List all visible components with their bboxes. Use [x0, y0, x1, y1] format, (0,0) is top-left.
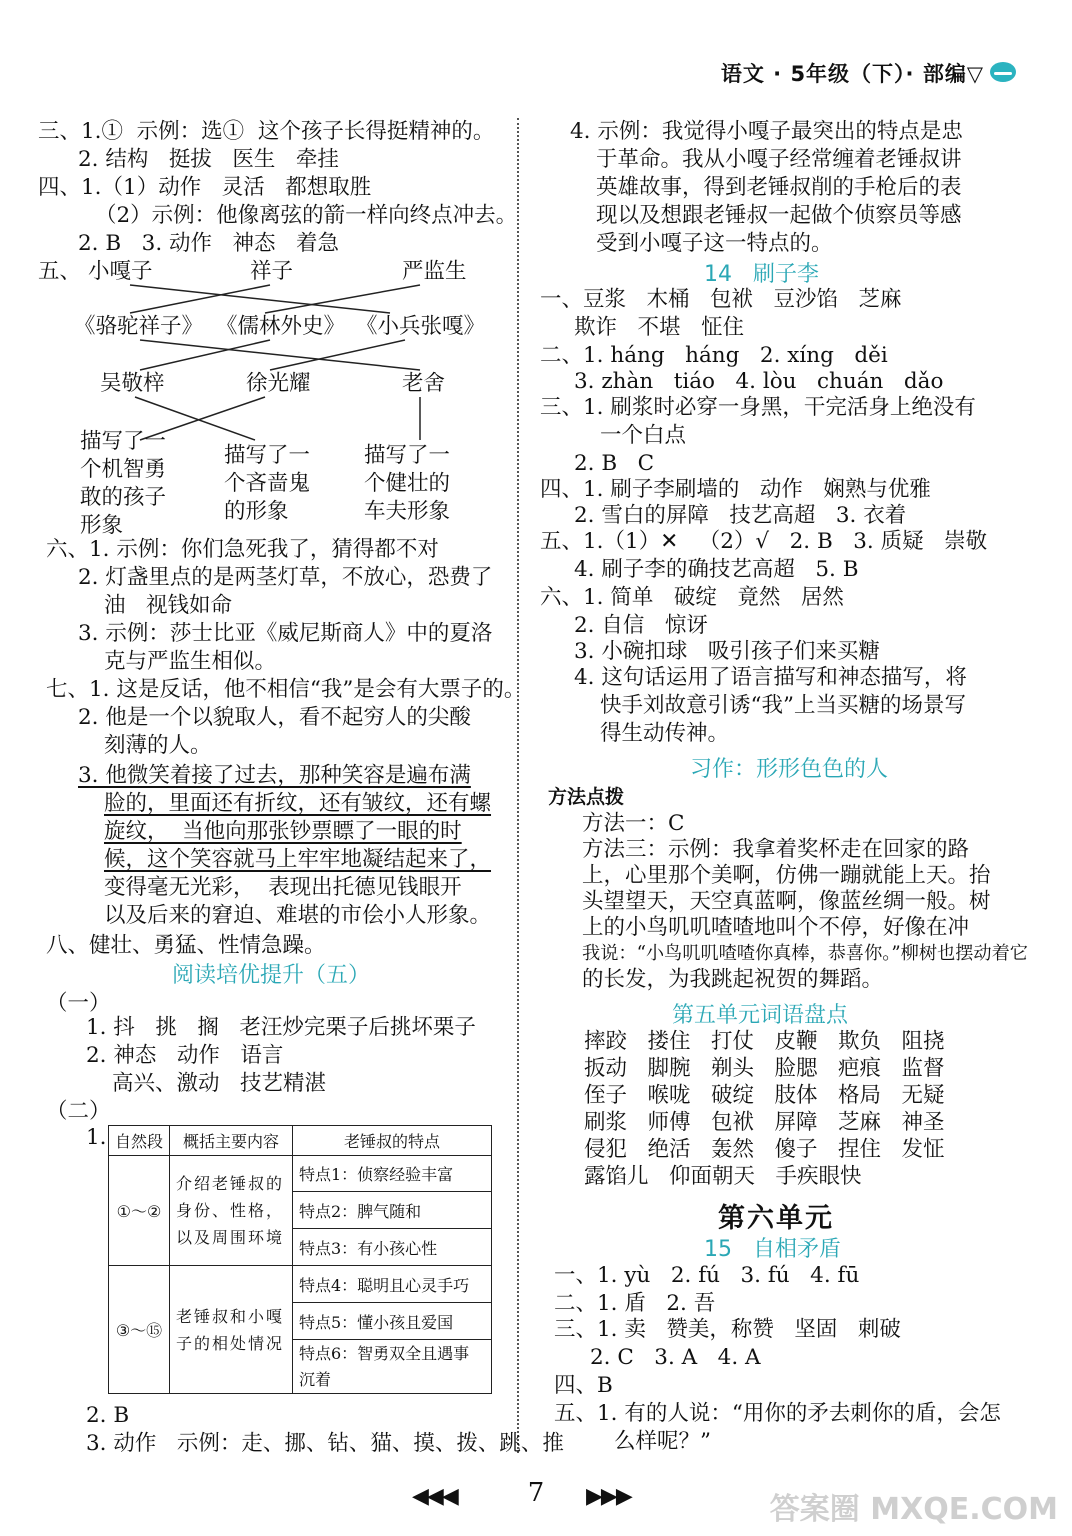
match-author: 老舍	[402, 371, 446, 396]
method-heading: 方法点拨	[548, 786, 625, 808]
answer-line: 于革命。我从小嘎子经常缠着老锤叔讲	[596, 147, 962, 172]
match-prefix: 五、	[38, 259, 82, 284]
answer-line: 五、1.（1）✕ （2）√ 2. B 3. 质疑 崇敬	[540, 529, 988, 554]
header-badge-icon	[990, 62, 1016, 82]
answer-line: 4. 示例：我觉得小嘎子最突出的特点是忠	[570, 119, 963, 144]
answer-line: 八、健壮、勇猛、性情急躁。	[46, 933, 326, 958]
section-title: 14 刷子李	[704, 262, 819, 287]
answer-line: 克与严监生相似。	[104, 649, 277, 674]
table-header: 老锤叔的特点	[293, 1126, 492, 1156]
match-author: 徐光耀	[246, 371, 311, 396]
answer-line: 么样呢？”	[614, 1429, 711, 1454]
table-cell-trait: 特点2：脾气随和	[293, 1192, 492, 1229]
answer-line: 的长发，为我跳起祝贺的舞蹈。	[582, 967, 884, 992]
answer-line: 现以及想跟老锤叔一起做个侦察员等感	[596, 203, 962, 228]
answer-line: 三、1. 卖 赞美，称赞 坚固 刺破	[554, 1317, 901, 1342]
answer-line: 二、1. háng háng 2. xíng děi	[540, 343, 888, 368]
answer-line: 2. 雪白的屏障 技艺高超 3. 衣着	[574, 503, 907, 528]
answer-line: 方法三：示例：我拿着奖杯走在回家的路	[582, 837, 970, 862]
table-cell-para: ①～②	[109, 1156, 170, 1266]
match-character: 小嘎子	[88, 259, 153, 284]
table-cell-trait: 特点3：有小孩心性	[293, 1229, 492, 1266]
answer-line: 我说：“小鸟叽叽喳喳你真棒，恭喜你。”柳树也摆动着它	[582, 943, 1028, 964]
answer-line: 快手刘故意引诱“我”上当买糖的场景写	[600, 693, 966, 718]
answer-line: 六、1. 示例：你们急死我了，猜得都不对	[46, 537, 439, 562]
answer-line: 油 视钱如命	[104, 593, 233, 618]
answer-line: 受到小嘎子这一特点的。	[596, 231, 833, 256]
match-character: 严监生	[402, 259, 467, 284]
answer-line: 4. 这句话运用了语言描写和神态描写，将	[574, 665, 967, 690]
answer-line: 欺诈 不堪 怔住	[574, 315, 745, 340]
table-number: 1.	[86, 1125, 107, 1150]
answer-line: （二）	[46, 1099, 111, 1124]
answer-line: （一）	[46, 991, 111, 1016]
match-lines	[0, 0, 520, 540]
page-number: 7	[527, 1478, 545, 1508]
prev-arrows-icon: ◀◀◀	[412, 1484, 457, 1509]
match-description: 描写了一 个机智勇 敢的孩子 形象	[80, 429, 167, 538]
match-character: 祥子	[250, 259, 294, 284]
match-book: 《小兵张嘎》	[356, 314, 486, 339]
answer-line: 七、1. 这是反话，他不相信“我”是会有大票子的。	[46, 677, 526, 702]
match-description: 描写了一 个吝啬鬼 的形象	[224, 443, 311, 524]
answer-line: 一、豆浆 木桶 包袱 豆沙馅 芝麻	[540, 287, 902, 312]
unit-title: 第六单元	[718, 1203, 834, 1234]
answer-line: 六、1. 简单 破绽 竟然 居然	[540, 585, 844, 610]
answer-line: 三、1. 刷浆时必穿一身黑，干完活身上绝没有	[540, 395, 976, 420]
match-book: 《儒林外史》	[216, 314, 346, 339]
watermark: 答案圈 MXQE.COM	[769, 1492, 1058, 1527]
word-row: 侵犯 绝活 轰然 傻子 捏住 发怔	[584, 1137, 945, 1162]
answer-line: 旋纹， 当他向那张钞票瞟了一眼的时	[104, 819, 462, 844]
answer-line: 上，心里那个美啊，仿佛一蹦就能上天。抬	[582, 863, 991, 888]
answer-line: 3. 他微笑着接了过去，那种笑容是遍布满	[78, 763, 471, 788]
answer-line: 刻薄的人。	[104, 733, 212, 758]
answer-line: 二、1. 盾 2. 吾	[554, 1291, 716, 1316]
header-title: 语文 · 5年级（下）· 部编▽	[720, 62, 984, 86]
answer-line: 3. 动作 示例：走、挪、钻、猫、摸、拨、跳、推	[86, 1431, 564, 1456]
answer-line: 三、1.① 示例：选① 这个孩子长得挺精神的。	[38, 119, 495, 144]
answer-line: 3. 示例：莎士比亚《威尼斯商人》中的夏洛	[78, 621, 493, 646]
word-row: 扳动 脚腕 剃头 脸腮 疤痕 监督	[584, 1056, 945, 1081]
answer-line: 候，这个笑容就马上牢牢地凝结起来了，	[104, 847, 492, 872]
table-cell-summary: 老锤叔和小嘎子的相处情况	[170, 1266, 293, 1394]
answer-line: 以及后来的窘迫、难堪的市侩小人形象。	[104, 903, 492, 928]
table-cell-para: ③～⑮	[109, 1266, 170, 1394]
answer-line: 一、1. yù 2. fú 3. fú 4. fū	[554, 1263, 860, 1288]
table-cell-trait: 特点4：聪明且心灵手巧	[293, 1266, 492, 1303]
answer-line: 四、1.（1）动作 灵活 都想取胜	[38, 175, 372, 200]
answer-line: 2. 他是一个以貌取人，看不起穷人的尖酸	[78, 705, 471, 730]
table-header: 概括主要内容	[170, 1126, 293, 1156]
match-description: 描写了一 个健壮的 车夫形象	[364, 443, 451, 524]
answer-line: 变得毫无光彩， 表现出托德见钱眼开	[104, 875, 462, 900]
answer-line: 3. zhàn tiáo 4. lòu chuán dǎo	[574, 369, 944, 394]
summary-table	[108, 1125, 492, 1394]
table-header: 自然段	[109, 1126, 170, 1156]
section-title: 第五单元词语盘点	[672, 1003, 849, 1028]
table-cell-trait: 特点6：智勇双全且遇事沉着	[293, 1340, 492, 1394]
section-title: 习作：形形色色的人	[690, 757, 889, 782]
answer-line: 上的小鸟叽叽喳喳地叫个不停，好像在冲	[582, 915, 970, 940]
answer-line: 四、1. 刷子李刷墙的 动作 娴熟与优雅	[540, 477, 931, 502]
match-book: 《骆驼祥子》	[74, 314, 204, 339]
match-author: 吴敬梓	[100, 371, 165, 396]
answer-line: 4. 刷子李的确技艺高超 5. B	[574, 557, 859, 582]
word-row: 侄子 喉咙 破绽 肢体 格局 无疑	[584, 1083, 945, 1108]
section-title: 阅读培优提升（五）	[172, 963, 371, 988]
answer-line: 2. B	[86, 1403, 130, 1428]
table-cell-trait: 特点5：懂小孩且爱国	[293, 1303, 492, 1340]
answer-line: 3. 小碗扣球 吸引孩子们来买糖	[574, 639, 880, 664]
word-row: 刷浆 师傅 包袱 屏障 芝麻 神圣	[584, 1110, 945, 1135]
answer-line: 2. B 3. 动作 神态 着急	[78, 231, 340, 256]
answer-line: 2. 结构 挺拔 医生 牵挂	[78, 147, 339, 172]
answer-line: 得生动传神。	[600, 721, 730, 746]
answer-line: 2. C 3. A 4. A	[590, 1345, 761, 1370]
word-row: 摔跤 搂住 打仗 皮鞭 欺负 阻挠	[584, 1029, 945, 1054]
answer-line: （2）示例：他像离弦的箭一样向终点冲去。	[95, 203, 518, 228]
table-cell-trait: 特点1：侦察经验丰富	[293, 1156, 492, 1192]
answer-line: 方法一：C	[582, 811, 685, 836]
table-cell-summary: 介绍老锤叔的身份、性格，以及周围环境	[170, 1156, 293, 1266]
answer-line: 头望望天，天空真蓝啊，像蓝丝绸一般。树	[582, 889, 991, 914]
answer-line: 一个白点	[600, 423, 687, 448]
answer-line: 2. 自信 惊讶	[574, 613, 708, 638]
next-arrows-icon: ▶▶▶	[586, 1484, 631, 1509]
answer-line: 2. 灯盏里点的是两茎灯草，不放心，恐费了	[78, 565, 493, 590]
answer-line: 2. B C	[574, 451, 655, 476]
answer-line: 2. 神态 动作 语言	[86, 1043, 284, 1068]
answer-line: 1. 抖 挑 搁 老汪炒完栗子后挑坏栗子	[86, 1015, 476, 1040]
answer-line: 五、1. 有的人说：“用你的矛去刺你的盾，会怎	[554, 1401, 1001, 1426]
answer-line: 英雄故事，得到老锤叔削的手枪后的表	[596, 175, 962, 200]
answer-line: 高兴、激动 技艺精湛	[112, 1071, 327, 1096]
word-row: 露馅儿 仰面朝天 手疾眼快	[584, 1164, 862, 1189]
answer-line: 四、B	[554, 1373, 613, 1398]
section-title: 15 自相矛盾	[704, 1237, 841, 1262]
answer-line: 脸的，里面还有折纹，还有皱纹，还有螺	[104, 791, 492, 816]
